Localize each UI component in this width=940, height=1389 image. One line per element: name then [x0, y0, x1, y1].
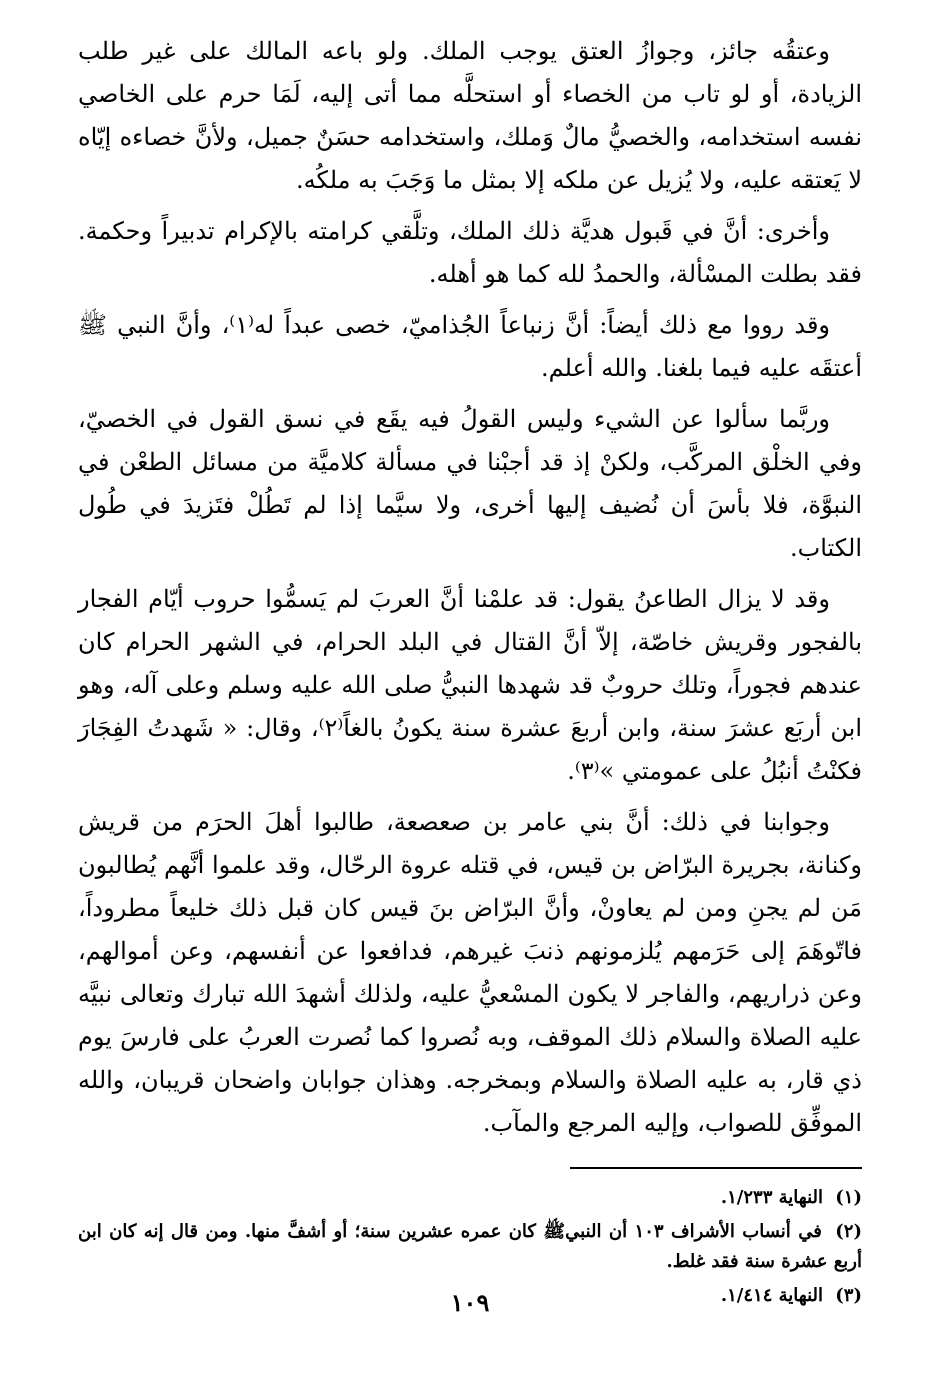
- paragraph-1: وعتقُه جائز، وجوازُ العتق يوجب الملك. ولو باعه المالك على غير طلب الزيادة، أو لو تاب من الخصاء أو استحلَّه مما أتى إليه، لَمَا حرم على الخاصي نفسه استخدامه، والخصيُّ مالٌ وَملك، واستخدامه حسَنٌ جميل، ولأنَّ خصاءه إيّاه لا يَعتقه عليه، ولا يُزيل عن ملكه إلا بمثل ما وَجَبَ به ملكُه.: [78, 37, 862, 194]
- footnote-2-text: في أنساب الأشراف ١٠٣ أن النبيﷺ كان عمره عشرين سنة؛ أو أشفَّ منها. ومن قال إنه كان ابن أربع عشرة سنة فقد غلط.: [78, 1221, 862, 1272]
- page-number: ١٠٩: [450, 1288, 490, 1317]
- paragraph-5: وقد لا يزال الطاعنُ يقول: قد علمْنا أنَّ العربَ لم يَسمُّوا حروب أيّام الفجار بالفجور وقريش خاصّة، إلاّ أنَّ القتال في البلد الحرام، في الشهر الحرام كان عندهم فجوراً، وتلك حروبٌ قد شهدها النبيُّ صلى الله عليه وسلم وعلى آله، وهو ابن أربَع عشرَ سنة، وابن أربعَ عشرة سنة يكونُ بالغاً⁽٢⁾، وقال: « شَهدتُ الفِجَارَ فكنْتُ أنبُلُ على عمومتي »⁽٣⁾.: [78, 585, 863, 785]
- footnote-separator: [570, 1167, 862, 1169]
- footnote-3-number: (٣): [835, 1285, 862, 1306]
- footnote-3-text: النهاية ١/٤١٤.: [720, 1285, 823, 1306]
- footnote-1: [78, 1183, 862, 1213]
- footnote-1-text: النهاية ١/٢٣٣.: [720, 1187, 823, 1208]
- paragraph-6: وجوابنا في ذلك: أنَّ بني عامر بن صعصعة، طالبوا أهلَ الحرَم من قريش وكنانة، بجريرة البرّاض بن قيس، في قتله عروة الرحّال، وقد علموا أنَّهم يُطالبون مَن لم يجنِ ومن لم يعاونْ، وأنَّ البرّاض بنَ قيس كان قبل ذلك خليعاً مطروداً، فاتّوهَمَ إلى حَرَمهم يُلزمونهم ذنبَ غيرهم، فدافعوا عن أنفسهم، وعن أموالهم، وعن ذراريهم، والفاجر لا يكون المسْعيُّ عليه، ولذلك أشهدَ الله تبارك وتعالى نبيَّه عليه الصلاة والسلام ذلك الموقف، وبه نُصروا كما نُصرت العربُ على فارسَ يوم ذي قار، به عليه الصلاة والسلام وبمخرجه. وهذان جوابان واضحان قريبان، والله الموفِّق للصواب، وإليه المرجع والمآب.: [78, 808, 862, 1137]
- paragraph-2: وأخرى: أنَّ في قَبول هديَّة ذلك الملك، وتلَّقي كرامته بالإكرام تدبيراً وحكمة. فقد بطلت المسْألة، والحمدُ لله كما هو أهله.: [78, 217, 862, 288]
- paragraph-3: وقد رووا مع ذلك أيضاً: أنَّ زنباعاً الجُذاميّ، خصى عبداً له⁽١⁾، وأنَّ النبي ﷺ أعتقَه عليه فيما بلغنا. والله أعلم.: [78, 311, 862, 382]
- paragraph-4: وربَّما سألوا عن الشيء وليس القولُ فيه يقَع في نسق القول في الخصيّ، وفي الخلْق المركَّب، ولكنْ إذ قد أجبْنا في مسألة كلاميَّة من مسائل الطعْن في النبوَّة، فلا بأسَ أن نُضيف إليها أخرى، ولا سيَّما إذا لم تَطُلْ فتَزيدَ في طُول الكتاب.: [78, 405, 862, 562]
- footnote-2: [78, 1217, 862, 1277]
- footnote-2-number: (٢): [835, 1221, 862, 1242]
- footnote-1-number: (١): [835, 1187, 862, 1208]
- body-text: [78, 30, 862, 1145]
